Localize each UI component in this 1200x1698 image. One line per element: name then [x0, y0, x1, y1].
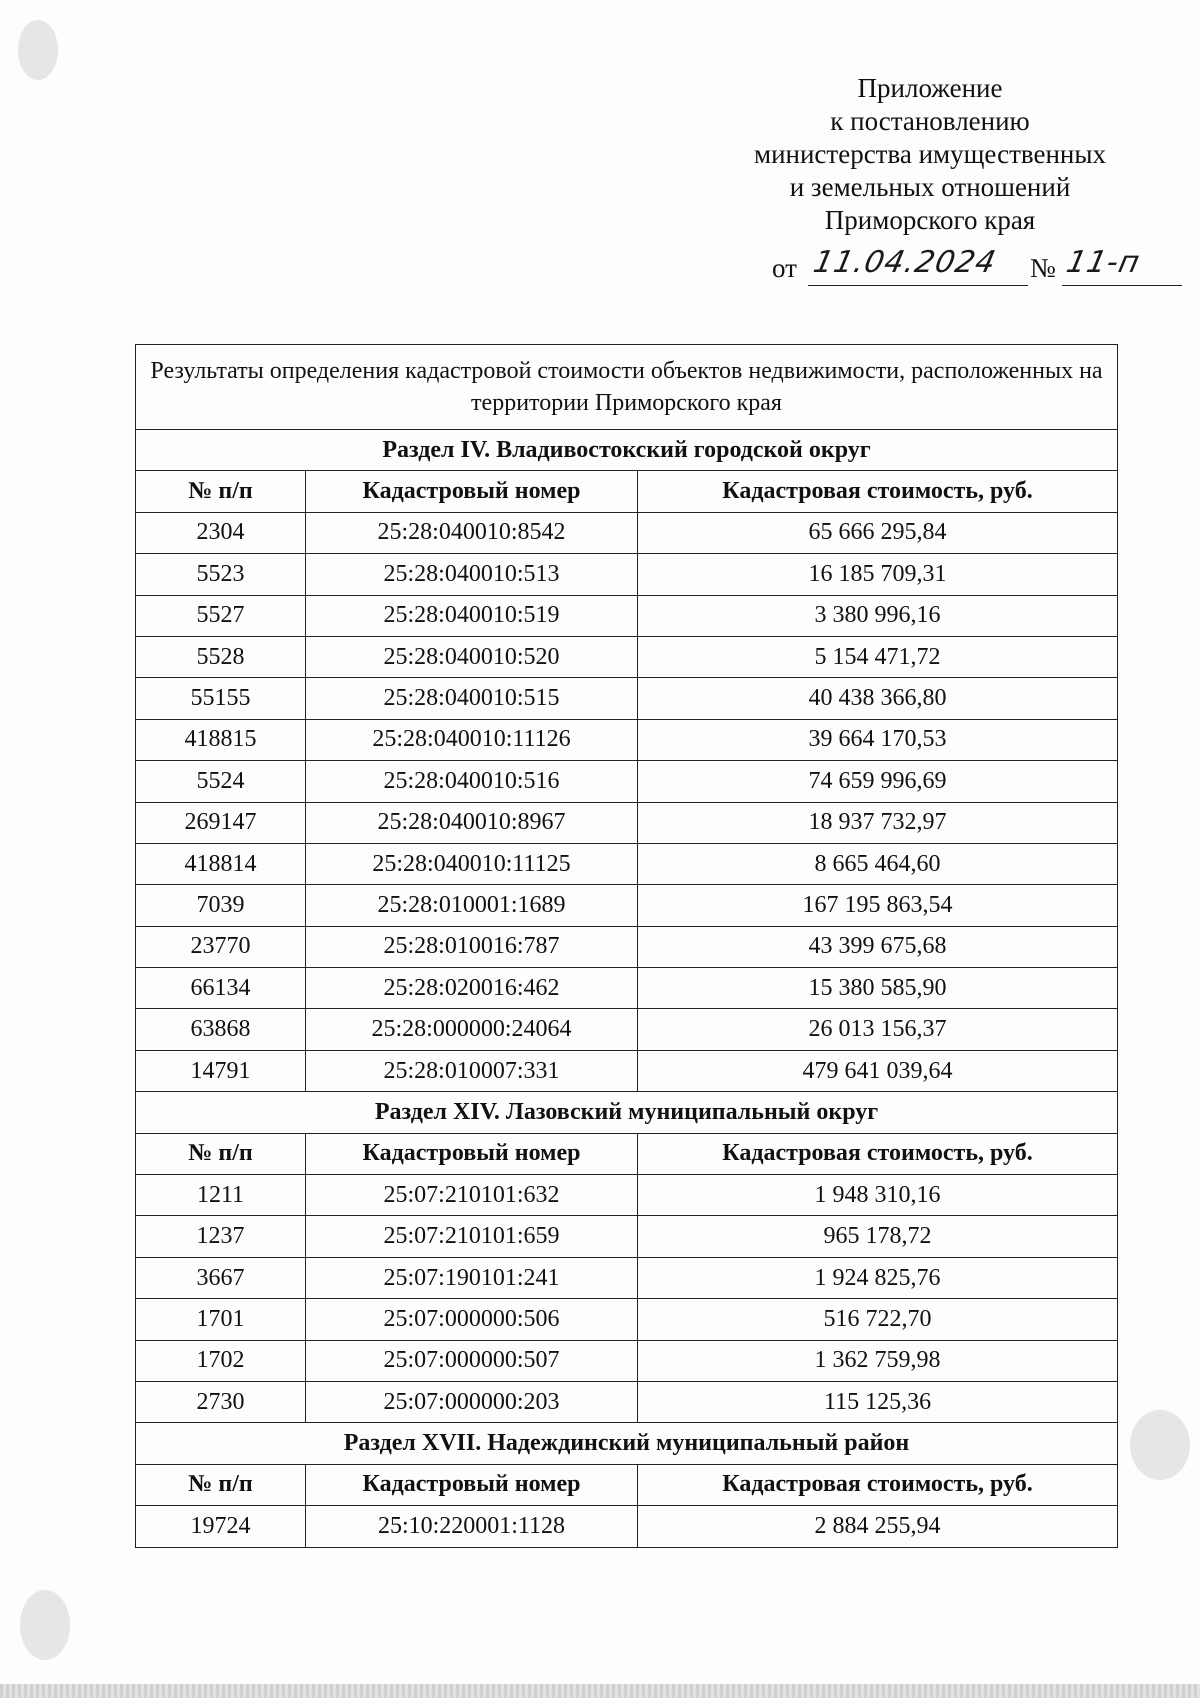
cell-cadastral-value: 18 937 732,97 [638, 802, 1118, 843]
cell-row-number: 269147 [136, 802, 306, 843]
cell-row-number: 14791 [136, 1050, 306, 1091]
table-row [136, 678, 1118, 719]
table-row [136, 1257, 1118, 1298]
table-title: Результаты определения кадастровой стоимости объектов недвижимости, расположенных на территории Приморского края [136, 345, 1118, 430]
cell-cadastral-number: 25:07:000000:203 [306, 1381, 638, 1422]
table-row [136, 719, 1118, 760]
cell-cadastral-value: 115 125,36 [638, 1381, 1118, 1422]
cell-cadastral-value: 516 722,70 [638, 1299, 1118, 1340]
cell-cadastral-number: 25:07:000000:507 [306, 1340, 638, 1381]
table-row [136, 761, 1118, 802]
scan-speck [20, 1590, 70, 1660]
cell-cadastral-value: 5 154 471,72 [638, 636, 1118, 677]
cell-row-number: 23770 [136, 926, 306, 967]
cell-cadastral-number: 25:28:020016:462 [306, 968, 638, 1009]
cell-row-number: 418814 [136, 843, 306, 884]
section-title: Раздел XIV. Лазовский муниципальный округ [136, 1092, 1118, 1133]
header-cadastral-number: Кадастровый номер [306, 1464, 638, 1505]
cell-cadastral-number: 25:10:220001:1128 [306, 1506, 638, 1547]
cell-cadastral-value: 8 665 464,60 [638, 843, 1118, 884]
section-title: Раздел IV. Владивостокский городской округ [136, 430, 1118, 471]
cell-cadastral-number: 25:07:000000:506 [306, 1299, 638, 1340]
cell-row-number: 3667 [136, 1257, 306, 1298]
cell-cadastral-number: 25:28:040010:11125 [306, 843, 638, 884]
cell-cadastral-value: 26 013 156,37 [638, 1009, 1118, 1050]
table-row [136, 554, 1118, 595]
cell-cadastral-number: 25:28:040010:11126 [306, 719, 638, 760]
cell-cadastral-value: 1 948 310,16 [638, 1175, 1118, 1216]
table-row [136, 1216, 1118, 1257]
table-row [136, 1340, 1118, 1381]
cell-cadastral-value: 965 178,72 [638, 1216, 1118, 1257]
column-header-row [136, 1133, 1118, 1174]
cell-cadastral-number: 25:07:190101:241 [306, 1257, 638, 1298]
section-row [136, 430, 1118, 471]
table-row [136, 1381, 1118, 1422]
cell-cadastral-value: 40 438 366,80 [638, 678, 1118, 719]
cell-cadastral-number: 25:28:010016:787 [306, 926, 638, 967]
cell-cadastral-number: 25:28:010007:331 [306, 1050, 638, 1091]
table-row [136, 968, 1118, 1009]
cell-cadastral-value: 74 659 996,69 [638, 761, 1118, 802]
cell-cadastral-value: 1 362 759,98 [638, 1340, 1118, 1381]
scan-edge [0, 1684, 1200, 1698]
cell-row-number: 1237 [136, 1216, 306, 1257]
cell-row-number: 1702 [136, 1340, 306, 1381]
cell-cadastral-number: 25:28:040010:8542 [306, 512, 638, 553]
cell-cadastral-value: 65 666 295,84 [638, 512, 1118, 553]
handwritten-date: 11.04.2024 [810, 245, 1000, 280]
cell-cadastral-number: 25:28:040010:515 [306, 678, 638, 719]
table-row [136, 512, 1118, 553]
cell-row-number: 2304 [136, 512, 306, 553]
table-row [136, 843, 1118, 884]
table-row [136, 636, 1118, 677]
cell-cadastral-number: 25:28:040010:520 [306, 636, 638, 677]
annex-header [700, 72, 1160, 237]
table-row [136, 1175, 1118, 1216]
date-underline [808, 285, 1028, 286]
cell-cadastral-value: 15 380 585,90 [638, 968, 1118, 1009]
table-row [136, 1299, 1118, 1340]
order-date-number [772, 246, 1172, 290]
cell-row-number: 63868 [136, 1009, 306, 1050]
cell-cadastral-number: 25:28:040010:8967 [306, 802, 638, 843]
cell-row-number: 2730 [136, 1381, 306, 1422]
section-row [136, 1423, 1118, 1464]
cell-cadastral-number: 25:28:040010:519 [306, 595, 638, 636]
scan-speck [1130, 1410, 1190, 1480]
number-prefix: № [1030, 253, 1056, 283]
section-title: Раздел XVII. Надеждинский муниципальный район [136, 1423, 1118, 1464]
cell-row-number: 5524 [136, 761, 306, 802]
table-row [136, 1009, 1118, 1050]
cell-row-number: 5528 [136, 636, 306, 677]
cell-cadastral-value: 1 924 825,76 [638, 1257, 1118, 1298]
header-line: Приморского края [824, 205, 1036, 235]
header-line: министерства имущественных [754, 139, 1106, 169]
cell-row-number: 5527 [136, 595, 306, 636]
header-cadastral-value: Кадастровая стоимость, руб. [638, 1464, 1118, 1505]
cell-row-number: 55155 [136, 678, 306, 719]
cell-cadastral-value: 39 664 170,53 [638, 719, 1118, 760]
cell-cadastral-value: 479 641 039,64 [638, 1050, 1118, 1091]
table-row [136, 802, 1118, 843]
column-header-row [136, 471, 1118, 512]
table-row [136, 595, 1118, 636]
header-line: Приложение [857, 73, 1003, 103]
cell-row-number: 1211 [136, 1175, 306, 1216]
handwritten-number: 11-п [1063, 245, 1144, 280]
cell-row-number: 19724 [136, 1506, 306, 1547]
header-cadastral-number: Кадастровый номер [306, 471, 638, 512]
header-line: и земельных отношений [789, 172, 1071, 202]
header-number: № п/п [136, 471, 306, 512]
cadastral-value-table [135, 344, 1118, 1548]
table-title-row [136, 345, 1118, 430]
cell-cadastral-value: 43 399 675,68 [638, 926, 1118, 967]
table-row [136, 1050, 1118, 1091]
table-row [136, 885, 1118, 926]
table-row [136, 926, 1118, 967]
cell-row-number: 66134 [136, 968, 306, 1009]
cell-cadastral-number: 25:28:000000:24064 [306, 1009, 638, 1050]
cell-cadastral-value: 3 380 996,16 [638, 595, 1118, 636]
table-row [136, 1506, 1118, 1547]
scan-speck [18, 20, 58, 80]
cell-cadastral-number: 25:07:210101:659 [306, 1216, 638, 1257]
cell-cadastral-value: 2 884 255,94 [638, 1506, 1118, 1547]
header-cadastral-value: Кадастровая стоимость, руб. [638, 1133, 1118, 1174]
section-row [136, 1092, 1118, 1133]
header-cadastral-value: Кадастровая стоимость, руб. [638, 471, 1118, 512]
cell-cadastral-value: 16 185 709,31 [638, 554, 1118, 595]
cell-cadastral-number: 25:07:210101:632 [306, 1175, 638, 1216]
cell-cadastral-number: 25:28:010001:1689 [306, 885, 638, 926]
cell-row-number: 418815 [136, 719, 306, 760]
cell-row-number: 5523 [136, 554, 306, 595]
header-number: № п/п [136, 1133, 306, 1174]
date-prefix: от [772, 253, 797, 283]
header-number: № п/п [136, 1464, 306, 1505]
header-line: к постановлению [830, 106, 1030, 136]
column-header-row [136, 1464, 1118, 1505]
cell-cadastral-number: 25:28:040010:513 [306, 554, 638, 595]
number-underline [1062, 285, 1182, 286]
cell-cadastral-number: 25:28:040010:516 [306, 761, 638, 802]
cell-cadastral-value: 167 195 863,54 [638, 885, 1118, 926]
cell-row-number: 1701 [136, 1299, 306, 1340]
header-cadastral-number: Кадастровый номер [306, 1133, 638, 1174]
cell-row-number: 7039 [136, 885, 306, 926]
